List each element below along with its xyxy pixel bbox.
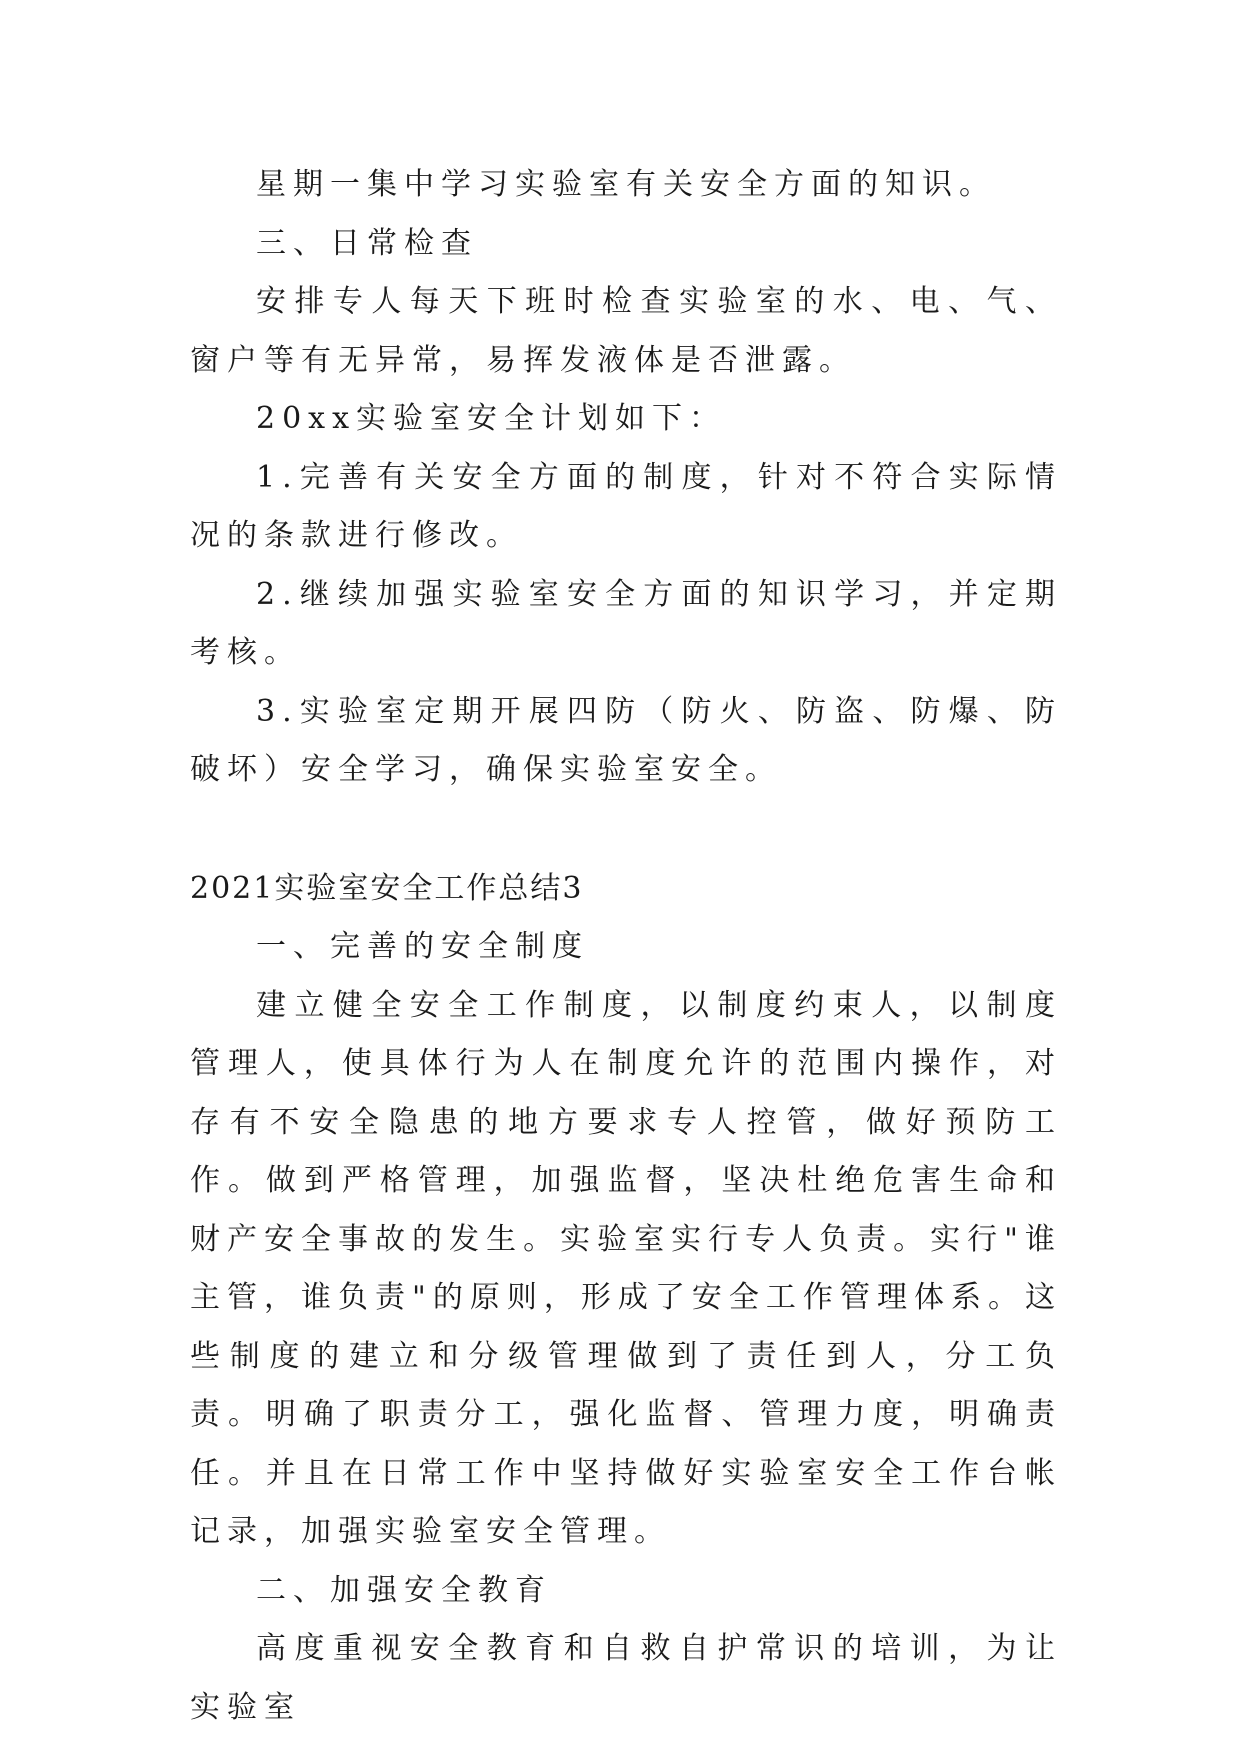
section-heading: 一、完善的安全制度: [256, 929, 589, 964]
paragraph: 安排专人每天下班时检查实验室的水、电、气、窗户等有无异常，易挥发液体是否泄露。: [190, 284, 1062, 378]
paragraph: 建立健全安全工作制度，以制度约束人，以制度管理人，使具体行为人在制度允许的范围内操作，对存有不安全隐患的地方要求专人控管，做好预防工作。做到严格管理，加强监督，坚决杜绝危害生命和财产安全事故的发生。实验室实行专人负责。实行"谁主管，谁负责"的原则，形成了安全工作管理体系。这些制度的建立和分级管理做到了责任到人，分工负责。明确了职责分工，强化监督、管理力度，明确责任。并且在日常工作中坚持做好实验室安全工作台帐记录，加强实验室安全管理。: [190, 987, 1062, 1549]
list-item: 3.实验室定期开展四防（防火、防盗、防爆、防破坏）安全学习，确保实验室安全。: [190, 693, 1062, 787]
paragraph: 20xx实验室安全计划如下：: [256, 401, 727, 436]
section-spacer: [190, 800, 1062, 860]
text-column: [190, 156, 1062, 1737]
paragraph: 星期一集中学习实验室有关安全方面的知识。: [256, 167, 996, 202]
list-item: 2.继续加强实验室安全方面的知识学习，并定期考核。: [190, 576, 1062, 670]
paragraph: 高度重视安全教育和自救自护常识的培训，为让实验室: [190, 1631, 1062, 1725]
section-heading: 二、加强安全教育: [256, 1572, 552, 1608]
list-item: 1.完善有关安全方面的制度，针对不符合实际情况的条款进行修改。: [190, 459, 1062, 553]
document-title: 2021实验室安全工作总结3: [190, 870, 584, 906]
section-heading: 三、日常检查: [256, 225, 478, 261]
